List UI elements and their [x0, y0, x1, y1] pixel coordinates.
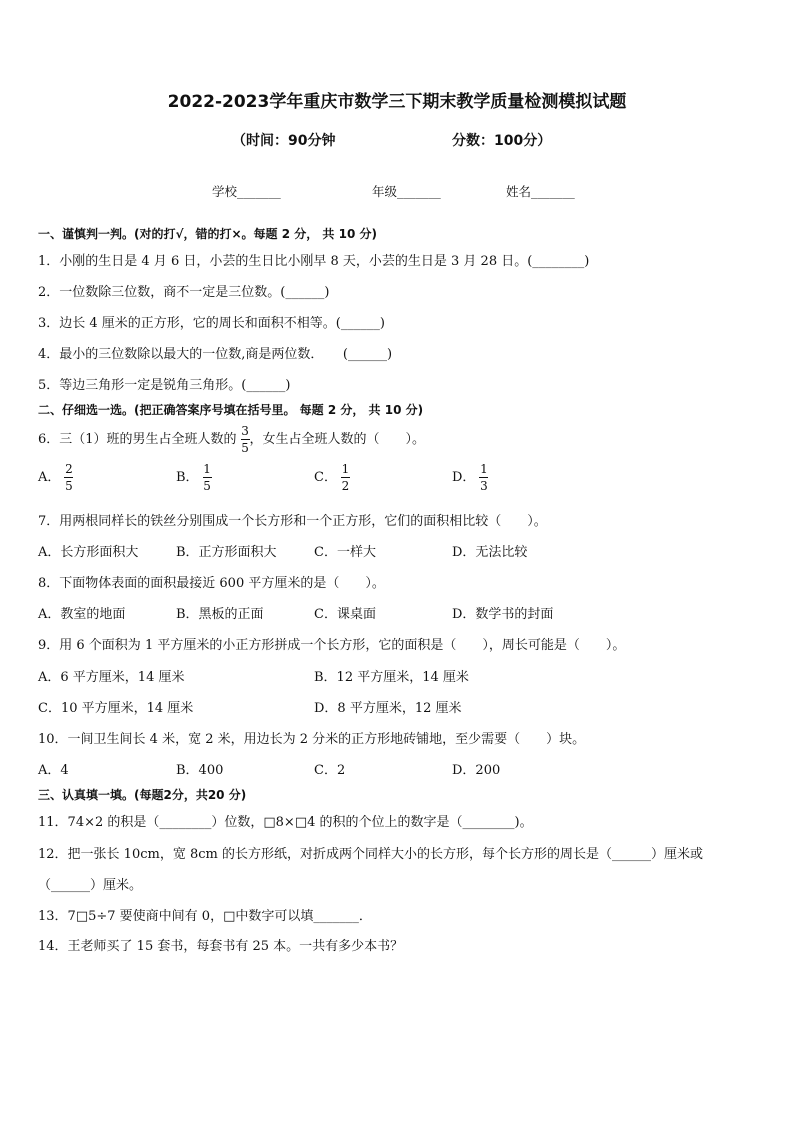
fraction-numerator: 2: [65, 462, 73, 476]
fraction-denominator: 5: [203, 479, 211, 493]
exam-time: （时间：90分钟: [232, 133, 336, 149]
exam-score: 分数：100分）: [452, 133, 552, 149]
option-label: A．: [38, 470, 61, 485]
fraction-numerator: 3: [241, 424, 249, 438]
q7-option-a: A．长方形面积大: [38, 545, 139, 560]
section-judge: 一、谨慎判一判。(对的打√，错的打×。每题 2 分， 共 10 分): [38, 227, 377, 241]
q7-option-c: C．一样大: [314, 545, 376, 560]
q9-option-c: C．10 平方厘米，14 厘米: [38, 701, 194, 716]
question-14: 14．王老师买了 15 套书，每套书有 25 本。一共有多少本书？: [38, 939, 404, 954]
q6-option-c: [314, 462, 350, 493]
school-field: 学校_______: [212, 184, 281, 199]
fraction-denominator: 3: [480, 479, 488, 493]
q10-option-d: D．200: [452, 763, 501, 778]
question-2: 2．一位数除三位数，商不一定是三位数。(______): [38, 285, 330, 300]
q6-option-b: [176, 462, 212, 493]
grade-field: 年级_______: [372, 184, 441, 199]
question-8: 8．下面物体表面的面积最接近 600 平方厘米的是（ ）。: [38, 576, 385, 591]
page-title: 2022-2023学年重庆市数学三下期末教学质量检测模拟试题: [167, 92, 627, 112]
option-fraction: [479, 462, 488, 493]
q8-option-a: A．教室的地面: [38, 607, 126, 622]
question-9: 9．用 6 个面积为 1 平方厘米的小正方形拼成一个长方形，它的面积是（ ），周长可能是（ ）。: [38, 638, 626, 653]
name-field: 姓名_______: [506, 184, 575, 199]
fraction-denominator: 5: [241, 441, 249, 455]
q6-option-a: [38, 462, 73, 493]
section-fill: 三、认真填一填。(每题2分，共20 分): [38, 788, 247, 802]
q6-option-d: [452, 462, 488, 493]
question-3: 3．边长 4 厘米的正方形，它的周长和面积不相等。(______): [38, 316, 385, 331]
question-4: 4．最小的三位数除以最大的一位数,商是两位数． (______): [38, 347, 393, 362]
fraction-numerator: 1: [480, 462, 488, 476]
q8-option-c: C．课桌面: [314, 607, 376, 622]
fraction-denominator: 5: [65, 479, 73, 493]
q8-option-d: D．数学书的封面: [452, 607, 554, 622]
q10-option-b: B．400: [176, 763, 224, 778]
q10-option-c: C．2: [314, 763, 346, 778]
question-1: 1．小刚的生日是 4 月 6 日，小芸的生日比小刚早 8 天，小芸的生日是 3 月 28 日。(________): [38, 254, 590, 269]
option-label: B．: [176, 470, 199, 485]
question-6-text-a: 6．三（1）班的男生占全班人数的: [38, 432, 237, 447]
q9-option-d: D．8 平方厘米，12 厘米: [314, 701, 462, 716]
option-fraction: [64, 462, 73, 493]
question-12: 12．把一张长 10cm，宽 8cm 的长方形纸，对折成两个同样大小的长方形，每个长方形的周长是（______）厘米或: [38, 847, 703, 862]
option-fraction: [203, 462, 212, 493]
fraction-bar: [64, 477, 73, 478]
question-13: 13．7□5÷7 要使商中间有 0，□中数字可以填_______．: [38, 909, 372, 924]
question-6: [38, 424, 425, 455]
question-6-text-b: ，女生占全班人数的（ ）。: [249, 432, 426, 447]
option-label: C．: [314, 470, 337, 485]
section-choose: 二、仔细选一选。(把正确答案序号填在括号里。 每题 2 分， 共 10 分): [38, 403, 424, 417]
question-5: 5．等边三角形一定是锐角三角形。(______): [38, 378, 291, 393]
q9-option-a: A．6 平方厘米，14 厘米: [38, 670, 185, 685]
question-6-fraction: [241, 424, 250, 455]
question-12-continued: （______）厘米。: [38, 878, 143, 893]
q7-option-b: B．正方形面积大: [176, 545, 277, 560]
q10-option-a: A．4: [38, 763, 69, 778]
q7-option-d: D．无法比较: [452, 545, 528, 560]
fraction-numerator: 1: [341, 462, 350, 476]
fraction-bar: [203, 477, 212, 478]
question-10: 10．一间卫生间长 4 米，宽 2 米，用边长为 2 分米的正方形地砖铺地，至少需要（ ）块。: [38, 732, 586, 747]
fraction-numerator: 1: [203, 462, 211, 476]
question-11: 11．74×2 的积是（________）位数，□8×□4 的积的个位上的数字是（________)。: [38, 815, 533, 830]
fraction-bar: [341, 477, 350, 478]
fraction-denominator: 2: [341, 479, 350, 493]
fraction-bar: [479, 477, 488, 478]
question-7: 7．用两根同样长的铁丝分别围成一个长方形和一个正方形，它们的面积相比较（ ）。: [38, 514, 547, 529]
fraction-bar: [241, 439, 250, 440]
option-fraction: [341, 462, 350, 493]
q9-option-b: B．12 平方厘米，14 厘米: [314, 670, 469, 685]
q8-option-b: B．黑板的正面: [176, 607, 264, 622]
option-label: D．: [452, 470, 476, 485]
